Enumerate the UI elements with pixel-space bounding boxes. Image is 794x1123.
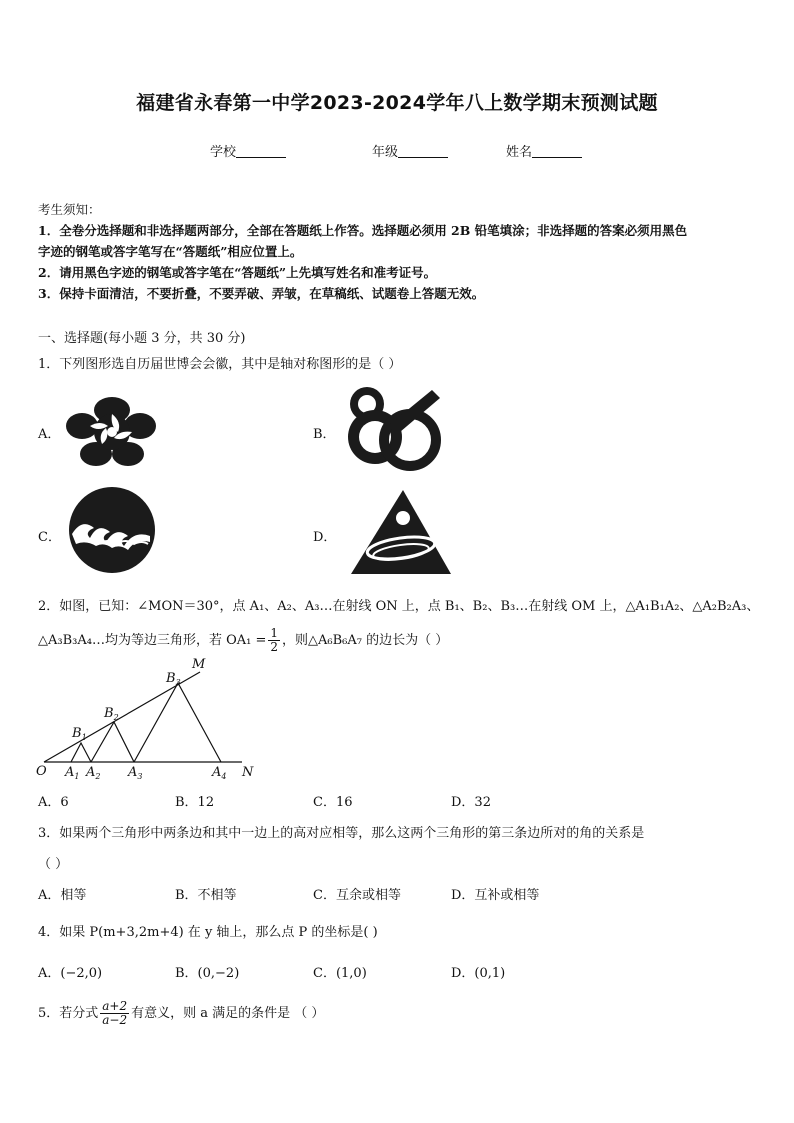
q1-stem: 1．下列图形选自历届世博会会徽，其中是轴对称图形的是（ ）	[38, 357, 402, 372]
label-n: N	[242, 765, 254, 780]
q2-fraction-numerator: 1	[270, 626, 279, 640]
q2-stem-line-2-a: △A₃B₃A₄…均为等边三角形，若 OA₁ =	[38, 633, 267, 648]
q3-option-c: C．互余或相等	[313, 888, 401, 903]
q3-option-a: A．相等	[38, 888, 87, 903]
name-label: 姓名	[506, 145, 533, 160]
q4-option-c: C．(1,0)	[313, 966, 367, 981]
notice-item-2: 2．请用黑色字迹的钢笔或答字笔在“答题纸”上先填写姓名和准考证号。	[38, 265, 437, 280]
q1-label-a: A．	[38, 427, 61, 442]
q2-stem-line-2-b: ，则△A₆B₆A₇ 的边长为（ ）	[282, 633, 449, 648]
name-blank	[532, 144, 582, 158]
q5-fraction-denominator: a−2	[102, 1013, 128, 1027]
triangle-2	[91, 722, 134, 762]
label-a3: $A_3$	[128, 765, 143, 781]
q4-stem: 4．如果 P(m+3,2m+4) 在 y 轴上，那么点 P 的坐标是( )	[38, 925, 378, 940]
label-a1: $A_1$	[65, 765, 80, 781]
q4-option-b: B．(0,−2)	[175, 966, 240, 981]
label-b1: $B_1$	[72, 726, 87, 742]
q5-fraction	[100, 1000, 129, 1027]
q4-option-a: A．(−2,0)	[38, 966, 103, 981]
q2-stem-line-1: 2．如图，已知：∠MON＝30°，点 A₁、A₂、A₃…在射线 ON 上，点 B₁、B₂、B₃…在射线 OM 上，△A₁B₁A₂、△A₂B₂A₃、	[38, 599, 760, 614]
grade-label: 年级	[372, 145, 399, 160]
q2-option-a: A．6	[38, 795, 69, 810]
label-o: O	[36, 764, 47, 779]
q5-stem-b: 有意义，则 a 满足的条件是 （ ）	[131, 1006, 325, 1021]
q1-label-b: B．	[313, 427, 336, 442]
q2-fraction-denominator: 2	[270, 640, 279, 654]
grade-blank	[398, 144, 448, 158]
q2-figure	[34, 655, 264, 785]
triangle-3	[134, 683, 221, 762]
triangle-1	[71, 743, 91, 762]
expo-logo-c-icon	[62, 486, 162, 574]
q2-fraction	[268, 627, 280, 654]
notice-item-3: 3．保持卡面清洁，不要折叠，不要弄破、弄皱，在草稿纸、试题卷上答题无效。	[38, 286, 485, 301]
label-a2: $A_2$	[86, 765, 101, 781]
label-b2: $B_2$	[104, 706, 119, 722]
q2-stem-line-2	[38, 627, 448, 654]
q3-stem-line-1: 3．如果两个三角形中两条边和其中一边上的高对应相等，那么这两个三角形的第三条边所对的角的关系是	[38, 826, 645, 841]
q3-option-b: B．不相等	[175, 888, 237, 903]
q5-stem-a: 5．若分式	[38, 1006, 99, 1021]
school-label: 学校	[210, 145, 237, 160]
q1-label-d: D．	[313, 530, 337, 545]
grade-field	[372, 141, 448, 160]
q3-stem-line-2: （ ）	[38, 857, 69, 872]
q4-option-d: D．(0,1)	[451, 966, 506, 981]
label-b3: $B_3$	[166, 671, 181, 687]
notice-item-1-line-1: 1．全卷分选择题和非选择题两部分，全部在答题纸上作答。选择题必须用 2B 铅笔填涂；非选择题的答案必须用黑色	[38, 223, 688, 238]
q1-label-c: C．	[38, 530, 61, 545]
q3-option-d: D．互补或相等	[451, 888, 540, 903]
section-heading: 一、选择题(每小题 3 分，共 30 分)	[38, 331, 246, 346]
q5-stem	[38, 1000, 324, 1027]
expo-logo-d-icon	[345, 486, 455, 576]
q2-option-c: C．16	[313, 795, 353, 810]
school-field	[210, 141, 286, 160]
expo-logo-a-icon	[62, 392, 162, 472]
name-field	[506, 141, 582, 160]
label-a4: $A_4$	[212, 765, 227, 781]
notice-item-1-line-2: 字迹的钢笔或答字笔写在“答题纸”相应位置上。	[38, 244, 303, 259]
notice-heading: 考生须知：	[38, 202, 101, 217]
school-blank	[236, 144, 286, 158]
expo-logo-b-icon	[340, 382, 445, 474]
q2-option-b: B．12	[175, 795, 215, 810]
q5-fraction-numerator: a+2	[102, 999, 128, 1013]
page-title: 福建省永春第一中学2023-2024学年八上数学期末预测试题	[136, 92, 658, 114]
label-m: M	[192, 657, 206, 672]
q2-option-d: D．32	[451, 795, 491, 810]
